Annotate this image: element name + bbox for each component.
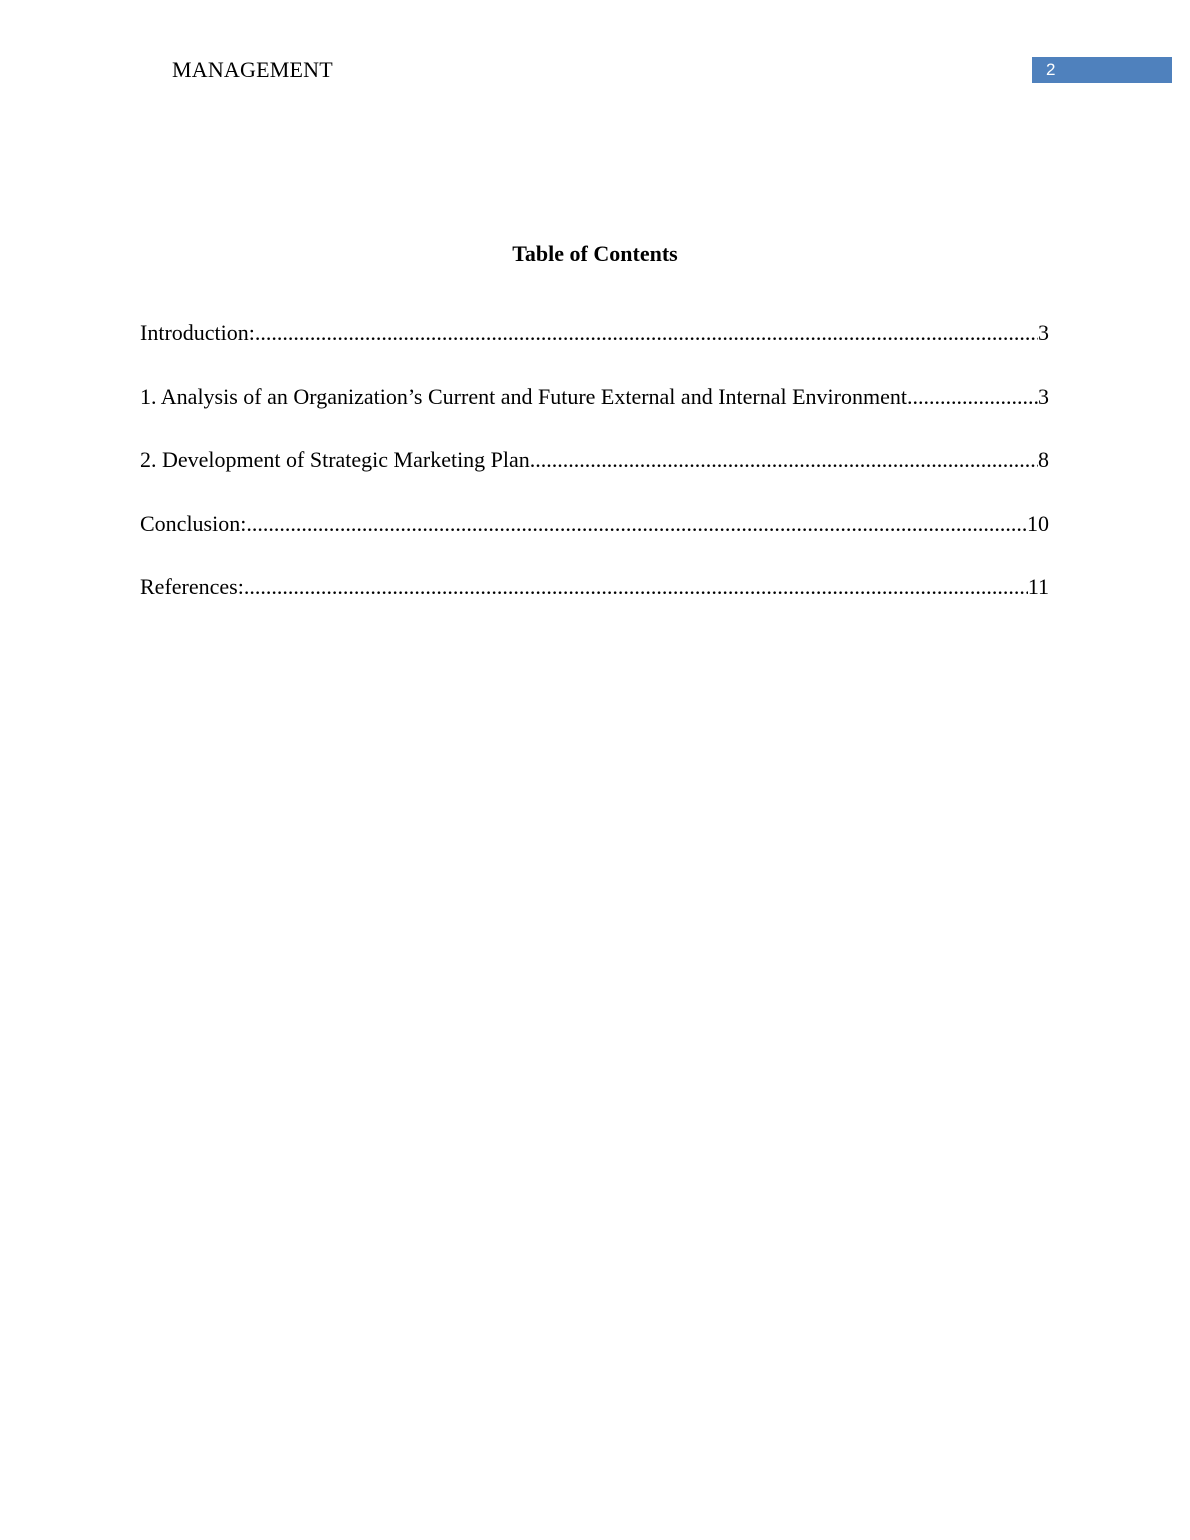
toc-dot-leader (907, 384, 1038, 410)
toc-dot-leader (246, 511, 1027, 537)
toc-entry-label: Conclusion: (140, 510, 247, 536)
toc-entry-label: References: (140, 574, 244, 599)
toc-entry-references[interactable] (140, 574, 1049, 638)
toc-dot-leader (244, 574, 1028, 600)
toc-list (140, 320, 1049, 638)
toc-entry-page: 11 (1027, 574, 1049, 599)
page-number-badge: 2 (1032, 57, 1172, 83)
toc-entry-analysis[interactable] (140, 384, 1049, 448)
toc-dot-leader (255, 320, 1038, 346)
toc-entry-label: 1. Analysis of an Organization’s Current and Future External and Internal Environment (140, 383, 907, 409)
toc-entry-conclusion[interactable] (140, 511, 1049, 575)
running-header-title: MANAGEMENT (172, 57, 333, 82)
toc-entry-page: 10 (1027, 510, 1049, 536)
toc-entry-page: 8 (1038, 447, 1049, 472)
toc-entry-label: Introduction: (140, 320, 255, 345)
toc-entry-page: 3 (1038, 320, 1049, 345)
toc-heading: Table of Contents (512, 241, 678, 266)
toc-entry-page: 3 (1038, 383, 1049, 409)
toc-entry-marketing-plan[interactable] (140, 447, 1049, 511)
toc-entry-label: 2. Development of Strategic Marketing Plan (140, 447, 530, 472)
toc-entry-introduction[interactable] (140, 320, 1049, 384)
toc-dot-leader (530, 447, 1038, 473)
